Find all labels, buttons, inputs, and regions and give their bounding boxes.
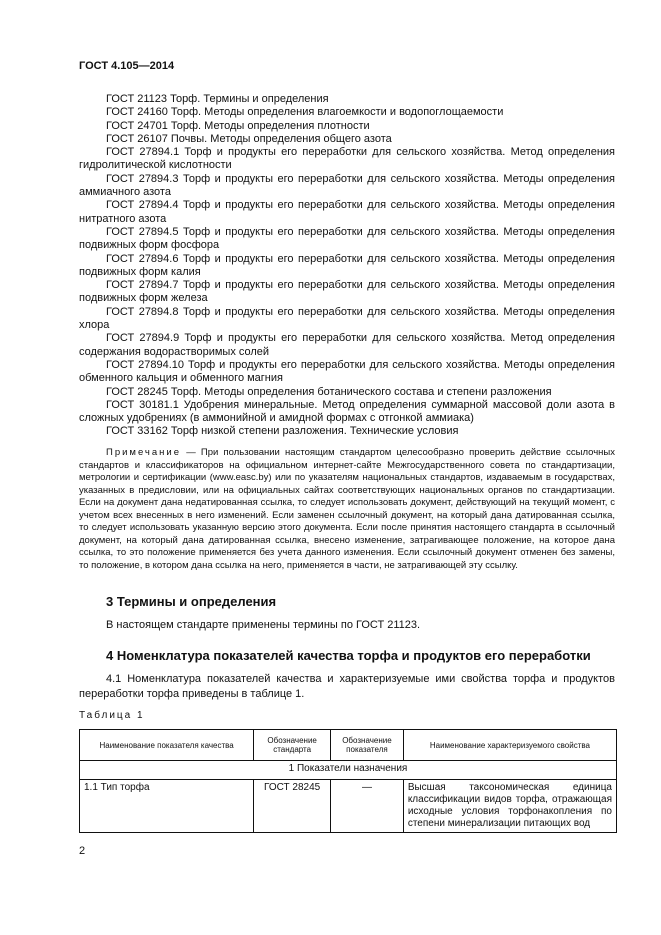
reference-title: Торф. Термины и определения: [167, 93, 329, 105]
reference-number: ГОСТ 24701: [106, 119, 168, 132]
reference-number: ГОСТ 27894.8: [106, 305, 179, 318]
reference-title: Почвы. Методы определения общего азота: [167, 132, 392, 145]
note-text: — При пользовании настоящим стандартом целесообразно проверить действие ссылочных стандартов и классификаторов на официальном интернет-сайте Межгосударственного совета по стандартизации, метрологии и сертификации (www.easc.by) или по указателям национальных стандартов, издаваемым в государствах, указанных в предисловии, или на официальных сайтах соответствующих национальных органов по стандартизации. Если на документ дана недатированная ссылка, то следует использовать документ, действующий на текущий момент, с учетом всех внесенных в него изменений. Если заменен ссылочный документ, на который дана датированная ссылка, то следует использовать указанную версию этого документа. Если после принятия настоящего стандарта в ссылочный документ, на который дана датированная ссылка, внесено изменение, затрагивающее положение, на которое дана ссылка, то это положение применяется без учета данного изменения. Если ссылочный документ отменен без замены, то положение, в котором дана ссылка на него, применяется в части, не затрагивающей эту ссылку.: [79, 447, 615, 571]
designation-cell: —: [331, 780, 404, 833]
section-4-text: 4.1 Номенклатура показателей качества и характеризуемые ими свойства торфа и продуктов переработки торфа приведены в таблице 1.: [79, 673, 615, 700]
reference-item: [79, 332, 615, 359]
section-4-heading: 4 Номенклатура показателей качества торфа и продуктов его переработки: [106, 648, 591, 663]
reference-number: ГОСТ 27894.5: [106, 225, 179, 238]
reference-item: [79, 120, 615, 133]
references-note: [79, 447, 615, 572]
reference-title: Торф. Методы определения влагоемкости и водопоглощаемости: [167, 106, 504, 119]
reference-number: ГОСТ 27894.6: [106, 252, 179, 265]
table-group-row: [80, 761, 617, 780]
reference-title: Торф и продукты его переработки для сельского хозяйства. Методы определения нитратного азота: [79, 199, 615, 225]
reference-title: Удобрения минеральные. Метод определения суммарной массовой доли азота в сложных удобрениях (в аммонийной и амидной формах с отгонкой аммиака): [79, 398, 615, 425]
reference-number: ГОСТ 27894.9: [106, 332, 180, 345]
table-header-cell: Наименование характеризуемого свойства: [403, 730, 616, 761]
reference-title: Торф. Методы определения ботанического состава и степени разложения: [167, 385, 552, 398]
reference-number: ГОСТ 21123: [106, 93, 168, 105]
table-header-row: [80, 730, 617, 761]
reference-item: [79, 106, 615, 119]
table-header-cell: Обозначение стандарта: [254, 730, 331, 761]
reference-title: Торф и продукты его переработки для сельского хозяйства. Метод определения содержания водорастворимых солей: [79, 332, 615, 358]
note-label: Примечание: [106, 447, 181, 458]
reference-number: ГОСТ 27894.10: [106, 358, 185, 371]
reference-number: ГОСТ 30181.1: [106, 398, 179, 411]
table-header-cell: Наименование показателя качества: [80, 730, 254, 761]
normative-references: [79, 93, 615, 439]
reference-number: ГОСТ 27894.4: [106, 199, 179, 212]
reference-item: [79, 226, 615, 253]
reference-number: ГОСТ 27894.3: [106, 172, 179, 185]
reference-item: [79, 359, 615, 386]
reference-title: Торф. Методы определения плотности: [167, 119, 370, 132]
table-row: [80, 780, 617, 833]
reference-item: [79, 306, 615, 333]
indicator-name-cell: 1.1 Тип торфа: [80, 780, 254, 833]
reference-item: [79, 386, 615, 399]
section-3-heading: 3 Термины и определения: [106, 594, 277, 609]
reference-item: [79, 93, 615, 106]
reference-number: ГОСТ 27894.7: [106, 279, 179, 292]
standard-cell: ГОСТ 28245: [254, 780, 331, 833]
reference-item: [79, 425, 615, 438]
page-number: 2: [79, 845, 86, 857]
reference-item: [79, 199, 615, 226]
reference-item: [79, 253, 615, 280]
reference-item: [79, 279, 615, 306]
document-header: ГОСТ 4.105—2014: [79, 60, 175, 72]
table-header-cell: Обозначение показателя: [331, 730, 404, 761]
quality-indicators-table: [79, 729, 617, 833]
reference-title: Торф и продукты его переработки для сельского хозяйства. Методы определения подвижных форм железа: [79, 279, 615, 305]
reference-number: ГОСТ 26107: [106, 132, 168, 145]
reference-item: [79, 399, 615, 426]
reference-number: ГОСТ 27894.1: [106, 146, 180, 159]
reference-title: Торф и продукты его переработки для сельского хозяйства. Методы определения подвижных форм фосфора: [79, 225, 615, 252]
section-4-paragraph: [79, 672, 615, 701]
table-caption: Таблица 1: [79, 710, 145, 721]
reference-item: [79, 173, 615, 200]
reference-number: ГОСТ 33162: [106, 425, 168, 438]
reference-title: Торф низкой степени разложения. Технические условия: [167, 425, 459, 438]
reference-title: Торф и продукты его переработки для сельского хозяйства. Методы определения подвижных форм калия: [79, 252, 615, 278]
section-3-text: В настоящем стандарте применены термины по ГОСТ 21123.: [106, 619, 421, 631]
reference-title: Торф и продукты его переработки для сельского хозяйства. Методы определения обменного кальция и обменного магния: [79, 358, 615, 385]
reference-item: [79, 146, 615, 173]
reference-item: [79, 133, 615, 146]
reference-number: ГОСТ 28245: [106, 385, 168, 398]
reference-title: Торф и продукты его переработки для сельского хозяйства. Методы определения аммиачного азота: [79, 172, 615, 199]
reference-title: Торф и продукты его переработки для сельского хозяйства. Метод определения гидролитической кислотности: [79, 146, 615, 172]
reference-title: Торф и продукты его переработки для сельского хозяйства. Методы определения хлора: [79, 305, 615, 332]
reference-number: ГОСТ 24160: [106, 106, 168, 119]
table-group-cell: 1 Показатели назначения: [80, 761, 617, 780]
property-cell: Высшая таксономическая единица классификации видов торфа, отражающая исходные условия торфонакопления по степени минерализации питающих вод: [403, 780, 616, 833]
